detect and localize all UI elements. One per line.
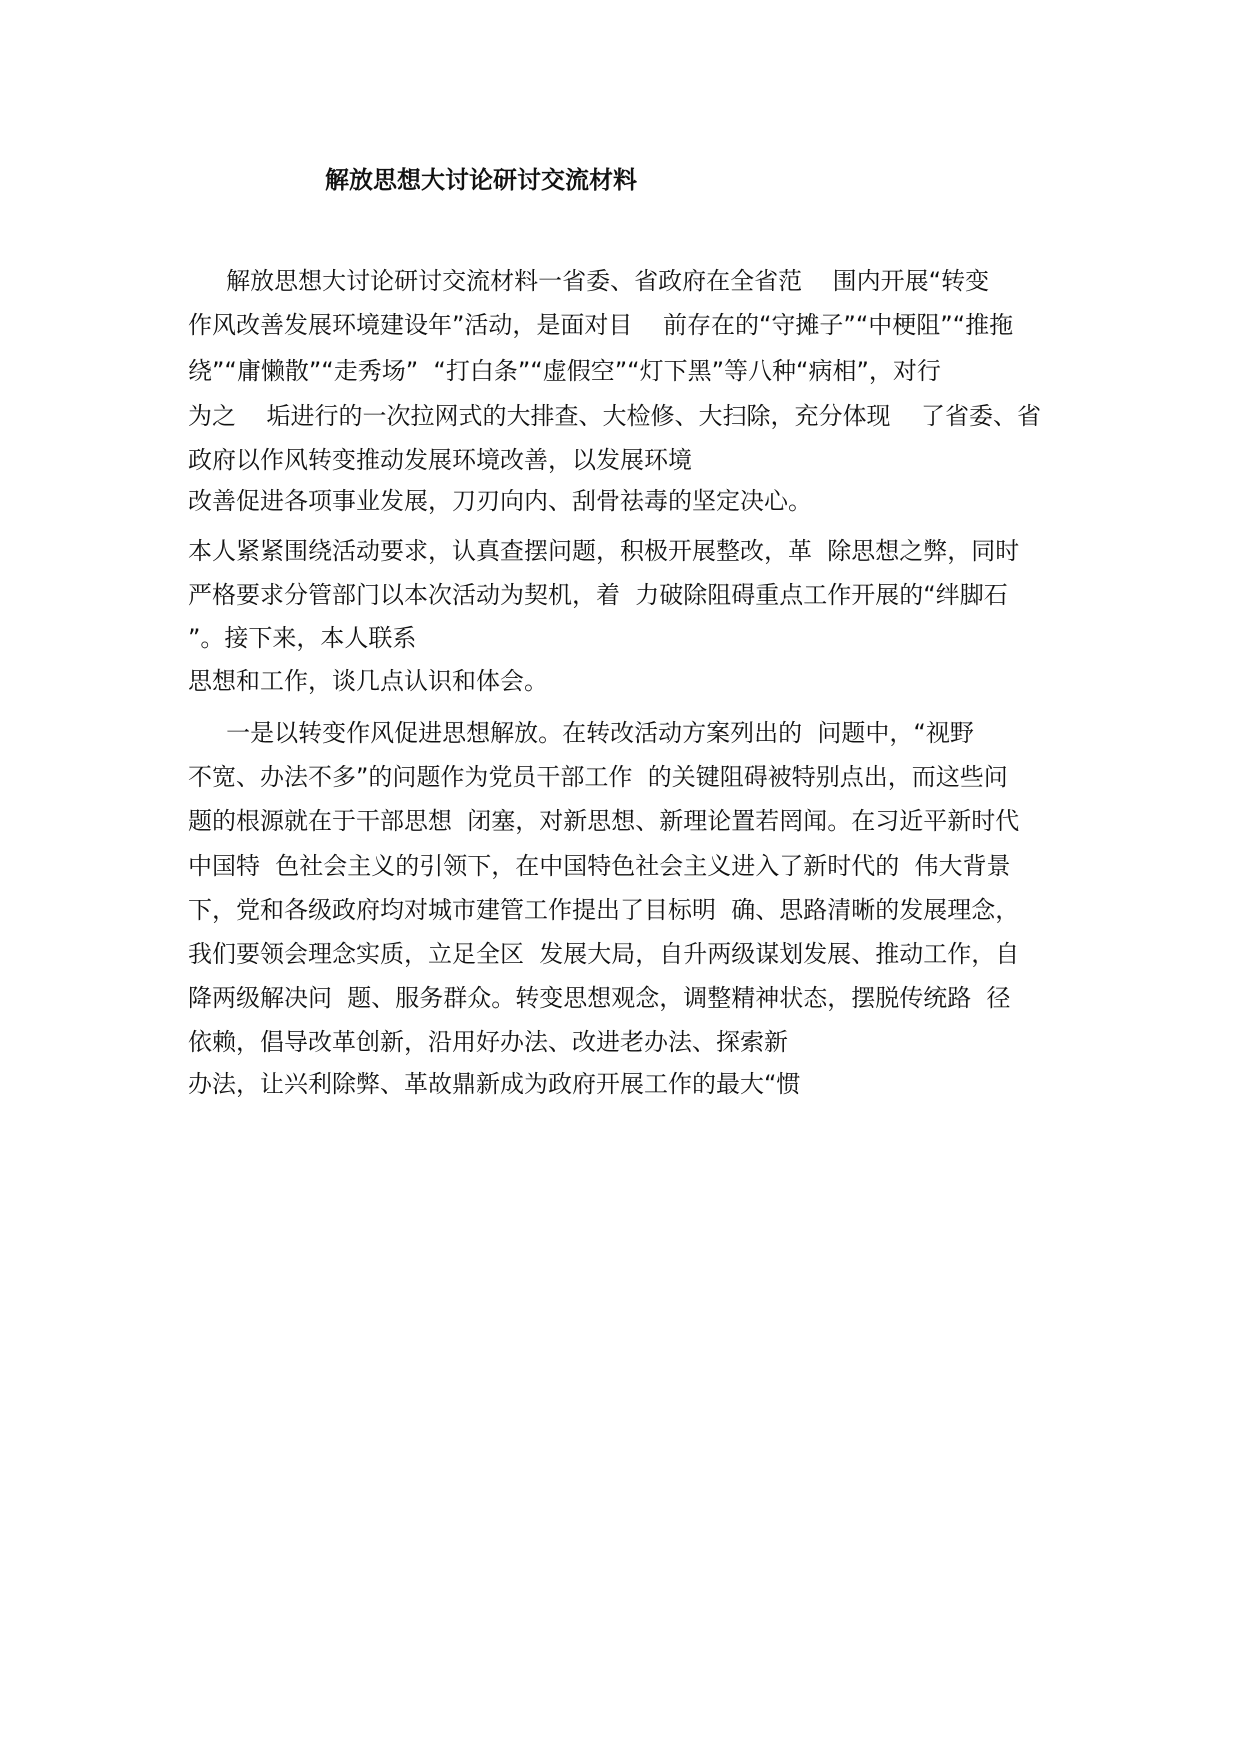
paragraph-line: 降两级解决问 题、服务群众。转变思想观念，调整精神状态，摆脱传统路 径 [188,984,1011,1012]
paragraph-line: 题的根源就在于干部思想 闭塞，对新思想、新理论置若罔闻。在习近平新时代 [188,807,1020,835]
paragraph-line: 思想和工作，谈几点认识和体会。 [188,667,548,695]
paragraph-line: 一是以转变作风促进思想解放。在转改活动方案列出的 问题中，“视野 [188,719,974,747]
paragraph-line: 为之 垢进行的一次拉网式的大排查、大检修、大扫除，充分体现 了省委、省 [188,402,1042,430]
paragraph-line: 不宽、办法不多”的问题作为党员干部工作 的关键阻碍被特别点出，而这些问 [188,763,1008,791]
paragraph-line: 本人紧紧围绕活动要求，认真查摆问题，积极开展整改，革 除思想之弊，同时 [188,537,1020,565]
paragraph-line: 中国特 色社会主义的引领下，在中国特色社会主义进入了新时代的 伟大背景 [188,852,1011,880]
paragraph-line: 办法，让兴利除弊、革故鼎新成为政府开展工作的最大“惯 [188,1070,801,1098]
paragraph-line: 严格要求分管部门以本次活动为契机，着 力破除阻碍重点工作开展的“绊脚石 [188,581,1008,609]
paragraph-line: ”。接下来，本人联系 [188,624,417,652]
paragraph-line: 改善促进各项事业发展，刀刃向内、刮骨祛毒的坚定决心。 [188,487,812,515]
paragraph-line: 下，党和各级政府均对城市建管工作提出了目标明 确、思路清晰的发展理念， [188,896,1020,924]
paragraph-line: 我们要领会理念实质，立足全区 发展大局，自升两级谋划发展、推动工作，自 [188,940,1020,968]
paragraph-line: 解放思想大讨论研讨交流材料一省委、省政府在全省范 围内开展“转变 [188,267,990,295]
paragraph-line: 依赖，倡导改革创新，沿用好办法、改进老办法、探索新 [188,1028,788,1056]
paragraph-line: 绕”“庸懒散”“走秀场” “打白条”“虚假空”“灯下黑”等八种“病相”，对行 [188,357,941,385]
document-title: 解放思想大讨论研讨交流材料 [325,166,637,194]
paragraph-line: 政府以作风转变推动发展环境改善，以发展环境 [188,446,692,474]
paragraph-line: 作风改善发展环境建设年”活动，是面对目 前存在的“守摊子”“中梗阻”“推拖 [188,311,1014,339]
